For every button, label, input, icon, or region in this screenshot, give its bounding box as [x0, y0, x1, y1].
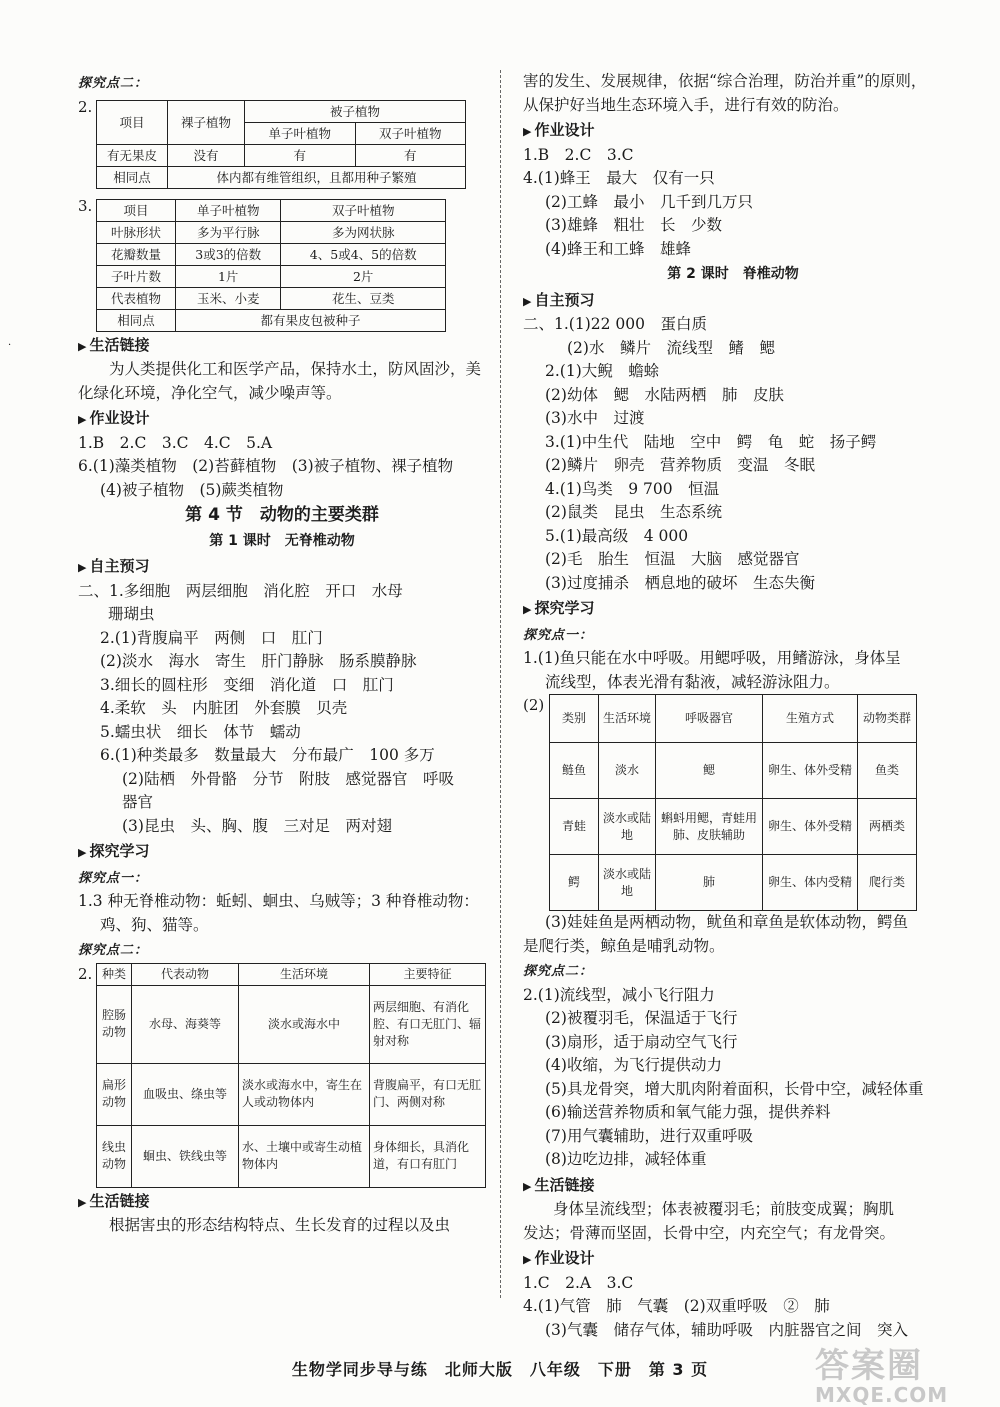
- table-cell: 3或3的倍数: [176, 243, 281, 265]
- answer-line: (6)输送营养物质和氧气能力强，提供养料: [545, 1103, 831, 1121]
- homework-heading: ▶ 作业设计: [78, 407, 486, 432]
- table-cell: 淡水或海水中: [239, 985, 370, 1063]
- table-cell: 代表植物: [97, 287, 176, 309]
- answer-line: (2)鳞片 卵壳 营养物质 变温 冬眠: [545, 456, 815, 474]
- table-cell: 体内都有维管组织，且都用种子繁殖: [168, 166, 466, 188]
- answer-line: 1.B 2.C 3.C 4.C 5.A: [78, 433, 273, 452]
- table-cell: 背腹扁平，有口无肛门、两侧对称: [370, 1063, 486, 1125]
- table-cell: 爬行类: [858, 855, 917, 911]
- explore-point-2-label: 探究点二：: [523, 964, 594, 979]
- answer-line: 4.(1)气管 肺 气囊 (2)双重呼吸 ② 肺: [523, 1297, 830, 1315]
- homework-heading: ▶ 作业设计: [523, 1247, 943, 1272]
- watermark-text: 答案圈: [815, 1346, 923, 1386]
- answer-line: (2)工蜂 最小 几千到几万只: [545, 192, 753, 211]
- item-number: 2.: [78, 97, 93, 116]
- table-3-wrapper: [78, 195, 486, 332]
- item-number: 2.: [78, 964, 93, 983]
- vertebrate-table: [549, 694, 917, 911]
- life-link-text: 根据害虫的形态结构特点、生长发育的过程以及虫: [109, 1216, 451, 1234]
- answer-line: 5.(1)最高级 4 000: [545, 526, 689, 545]
- answer-line: 5.蠕虫状 细长 体节 蠕动: [100, 722, 301, 741]
- item-number: (2): [523, 696, 545, 714]
- explore-point-2-label: 探究点二：: [78, 76, 149, 91]
- page-footer: 生物学同步导与练 北师大版 八年级 下册 第 3 页: [291, 1360, 709, 1379]
- margin-dot: ·: [8, 340, 12, 351]
- preview-heading: ▶ 自主预习: [523, 289, 943, 314]
- table-cell: 鳄: [550, 855, 599, 911]
- table-4-wrapper: [78, 963, 486, 1188]
- answer-line: 4.(1)鸟类 9 700 恒温: [545, 479, 720, 498]
- continued-text: 从保护好当地生态环境入手，进行有效的防治。: [523, 95, 849, 114]
- table-cell: 血吸虫、绦虫等: [132, 1063, 239, 1125]
- table-cell: 鱼类: [858, 743, 917, 799]
- answer-line: 2.(1)流线型，减小飞行阻力: [523, 985, 715, 1004]
- table-cell: 青蛙: [550, 799, 599, 855]
- life-link-heading: ▶ 生活链接: [78, 1190, 486, 1215]
- explore-point-2-label: 探究点二：: [78, 943, 149, 958]
- item-number: 3.: [78, 196, 93, 215]
- gymno-angio-table: [96, 100, 466, 189]
- right-column: [523, 70, 943, 1342]
- answer-line: (3)水中 过渡: [545, 409, 645, 427]
- table-cell: 两层细胞、有消化腔、有口无肛门、辐射对称: [370, 985, 486, 1063]
- table-header: 双子叶植物: [281, 199, 446, 221]
- table-cell: 肺: [656, 855, 763, 911]
- answer-line: 1.B 2.C 3.C: [523, 145, 634, 164]
- answer-line: 1.C 2.A 3.C: [523, 1273, 634, 1292]
- answer-line: (2)毛 胎生 恒温 大脑 感觉器官: [545, 550, 800, 568]
- answer-line: (2)幼体 鳃 水陆两栖 肺 皮肤: [545, 385, 784, 404]
- answer-line: (3)娃娃鱼是两栖动物，鱿鱼和章鱼是软体动物，鳄鱼: [545, 913, 908, 931]
- table-cell: 2片: [281, 265, 446, 287]
- answer-line: (4)被子植物 (5)蕨类植物: [100, 480, 284, 499]
- answer-line: (2)鼠类 昆虫 生态系统: [545, 503, 722, 521]
- answer-line: 4.(1)蜂王 最大 仅有一只: [523, 169, 715, 187]
- mono-dicot-table: [96, 199, 446, 332]
- answer-line: 1.(1)鱼只能在水中呼吸。用鳃呼吸，用鳍游泳，身体呈: [523, 649, 901, 667]
- explore-point-1-label: 探究点一：: [78, 870, 149, 886]
- table-header: 裸子植物: [168, 100, 245, 144]
- table-cell: 鲢鱼: [550, 743, 599, 799]
- answer-line: (5)具龙骨突，增大肌肉附着面积，长骨中空，减轻体重: [545, 1079, 924, 1098]
- table-header: 项目: [97, 100, 168, 144]
- table-header: 被子植物: [245, 100, 466, 122]
- life-link-heading: ▶ 生活链接: [78, 334, 486, 359]
- table-cell: 有: [245, 144, 356, 166]
- answer-line: 器官: [122, 793, 154, 811]
- table-cell: 都有果皮包被种子: [176, 309, 446, 331]
- table-2-wrapper: [78, 96, 486, 189]
- answer-line: (3)过度捕杀 栖息地的破坏 生态失衡: [545, 573, 815, 592]
- answer-line: 2.(1)大鲵 蟾蜍: [545, 362, 660, 380]
- table-cell: 相同点: [97, 309, 176, 331]
- explore-point-1-label: 探究点一：: [523, 627, 594, 643]
- life-link-heading: ▶ 生活链接: [523, 1174, 943, 1199]
- answer-line: 6.(1)藻类植物 (2)苔藓植物 (3)被子植物、裸子植物: [78, 457, 454, 475]
- table-cell: 4、5或4、5的倍数: [281, 243, 446, 265]
- table-cell: 多为平行脉: [176, 221, 281, 243]
- life-link-text: 为人类提供化工和医学产品，保持水土，防风固沙，美化绿化环境，净化空气，减少噪声等。: [78, 360, 482, 402]
- section-title: 第 4 节 动物的主要类群: [185, 505, 379, 525]
- table-header: 双子叶植物: [355, 122, 466, 144]
- table-cell: 淡水或陆地: [599, 799, 656, 855]
- watermark-logo: [815, 1338, 948, 1407]
- table-cell: 有: [355, 144, 466, 166]
- table-cell: 腔肠动物: [97, 985, 132, 1063]
- lesson-title: 第 2 课时 脊椎动物: [667, 266, 799, 282]
- table-cell: 卵生、体内受精: [763, 855, 858, 911]
- answer-line: 二、1.多细胞 两层细胞 消化腔 开口 水母: [78, 581, 403, 600]
- table-cell: 花生、豆类: [281, 287, 446, 309]
- invertebrate-table: [96, 963, 486, 1188]
- table-header: 生殖方式: [763, 695, 858, 743]
- table-header: 主要特征: [370, 963, 486, 985]
- table-cell: 没有: [168, 144, 245, 166]
- answer-line: 鸡、狗、猫等。: [100, 915, 209, 934]
- table-cell: 多为网状脉: [281, 221, 446, 243]
- answer-line: 流线型，体表光滑有黏液，减轻游泳阻力。: [545, 672, 840, 691]
- answer-line: 珊瑚虫: [108, 605, 155, 623]
- table-cell: 鳃: [656, 743, 763, 799]
- continued-text: 害的发生、发展规律，依据“综合治理，防治并重”的原则，: [523, 72, 927, 90]
- table-cell: 两栖类: [858, 799, 917, 855]
- table-cell: 相同点: [97, 166, 168, 188]
- answer-line: (8)边吃边排，减轻体重: [545, 1150, 707, 1168]
- table-header: 单子叶植物: [245, 122, 356, 144]
- answer-line: 1.3 种无脊椎动物：蚯蚓、蛔虫、乌贼等；3 种脊椎动物：: [78, 892, 479, 910]
- table-header: 生活环境: [599, 695, 656, 743]
- table-cell: 子叶片数: [97, 265, 176, 287]
- table-cell: 玉米、小麦: [176, 287, 281, 309]
- table-cell: 卵生、体外受精: [763, 743, 858, 799]
- answer-line: 6.(1)种类最多 数量最大 分布最广 100 多万: [100, 746, 435, 764]
- answer-line: 4.柔软 头 内脏团 外套膜 贝壳: [100, 699, 348, 717]
- table-cell: 蝌蚪用鳃，青蛙用肺、皮肤辅助: [656, 799, 763, 855]
- table-5-wrapper: [523, 694, 943, 911]
- answer-line: (7)用气囊辅助，进行双重呼吸: [545, 1126, 753, 1145]
- table-header: 单子叶植物: [176, 199, 281, 221]
- table-cell: 线虫动物: [97, 1125, 132, 1187]
- answer-line: (2)被覆羽毛，保温适于飞行: [545, 1009, 738, 1027]
- left-column: [78, 70, 486, 1238]
- answer-line: (2)淡水 海水 寄生 肝门静脉 肠系膜静脉: [100, 652, 417, 670]
- table-cell: 有无果皮: [97, 144, 168, 166]
- answer-line: 3.(1)中生代 陆地 空中 鳄 龟 蛇 扬子鳄: [545, 432, 877, 451]
- answer-line: (4)蜂王和工蜂 雄蜂: [545, 239, 691, 258]
- table-header: 代表动物: [132, 963, 239, 985]
- answer-line: (2)陆栖 外骨骼 分节 附肢 感觉器官 呼吸: [122, 769, 454, 788]
- table-cell: 水、土壤中或寄生动植物体内: [239, 1125, 370, 1187]
- table-cell: 淡水: [599, 743, 656, 799]
- answer-line: (3)雄蜂 粗壮 长 少数: [545, 216, 722, 234]
- table-cell: 扁形动物: [97, 1063, 132, 1125]
- answer-line: 二、1.(1)22 000 蛋白质: [523, 315, 707, 333]
- table-cell: 1片: [176, 265, 281, 287]
- table-cell: 水母、海葵等: [132, 985, 239, 1063]
- table-header: 生活环境: [239, 963, 370, 985]
- life-link-text: 身体呈流线型；体表被覆羽毛；前肢变成翼；胸肌: [553, 1200, 895, 1218]
- table-cell: 蛔虫、铁线虫等: [132, 1125, 239, 1187]
- table-header: 项目: [97, 199, 176, 221]
- answer-line: (2)水 鳞片 流线型 鳍 鳃: [567, 338, 775, 357]
- column-divider: [500, 70, 501, 1298]
- answer-line: (3)扇形，适于扇动空气飞行: [545, 1032, 738, 1051]
- table-header: 呼吸器官: [656, 695, 763, 743]
- answer-line: 2.(1)背腹扁平 两侧 口 肛门: [100, 628, 323, 647]
- table-cell: 身体细长，具消化道，有口有肛门: [370, 1125, 486, 1187]
- table-cell: 花瓣数量: [97, 243, 176, 265]
- watermark-url: MXQE.COM: [815, 1383, 949, 1407]
- life-link-text: 发达；骨薄而坚固，长骨中空，内充空气；有龙骨突。: [523, 1223, 896, 1242]
- table-header: 动物类群: [858, 695, 917, 743]
- answer-line: 3.细长的圆柱形 变细 消化道 口 肛门: [100, 675, 394, 694]
- lesson-title: 第 1 课时 无脊椎动物: [209, 532, 355, 549]
- table-header: 类别: [550, 695, 599, 743]
- table-header: 种类: [97, 963, 132, 985]
- table-cell: 淡水或海水中，寄生在人或动物体内: [239, 1063, 370, 1125]
- table-cell: 叶脉形状: [97, 221, 176, 243]
- answer-line: (3)气囊 储存气体，辅助呼吸 内脏器官之间 突入: [545, 1320, 908, 1339]
- table-cell: 淡水或陆地: [599, 855, 656, 911]
- explore-heading: ▶ 探究学习: [523, 597, 943, 622]
- answer-line: (3)昆虫 头、胸、腹 三对足 两对翅: [122, 816, 392, 835]
- answer-line: 是爬行类，鲸鱼是哺乳动物。: [523, 936, 725, 955]
- table-cell: 卵生、体外受精: [763, 799, 858, 855]
- homework-heading: ▶ 作业设计: [523, 119, 943, 144]
- preview-heading: ▶ 自主预习: [78, 555, 486, 580]
- explore-heading: ▶ 探究学习: [78, 840, 486, 865]
- answer-line: (4)收缩，为飞行提供动力: [545, 1056, 722, 1074]
